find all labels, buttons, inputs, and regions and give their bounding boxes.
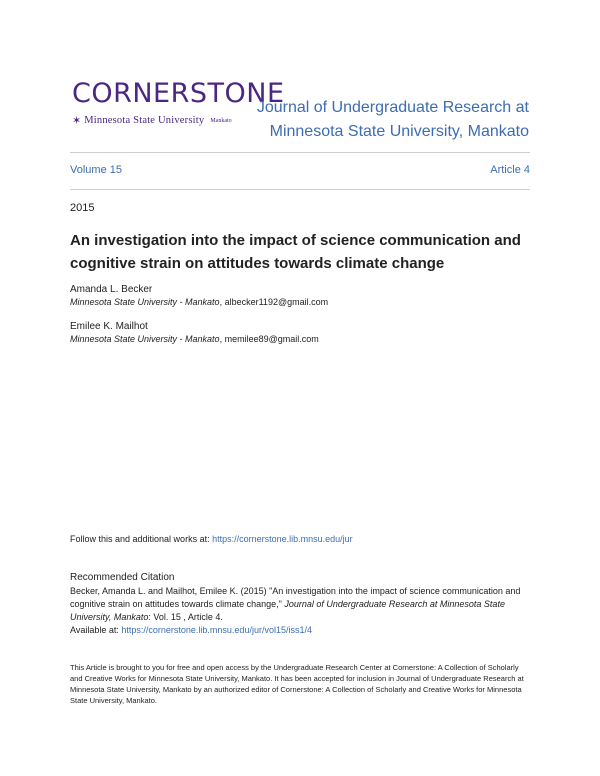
header-divider (70, 152, 530, 153)
swoosh-icon: ✶ (72, 115, 82, 127)
author-email: , albecker1192@gmail.com (219, 297, 329, 307)
author-affiliation (70, 297, 328, 307)
follow-link[interactable]: https://cornerstone.lib.mnsu.edu/jur (212, 534, 353, 544)
citation-text: Becker, Amanda L. and Mailhot, Emilee K. (2015) "An investigation into the impact of science communication and cognitive strain on attitudes towards climate change," (70, 586, 521, 609)
follow-line (70, 534, 353, 544)
meta-divider (70, 189, 530, 190)
university-logo-text: Minnesota State University (84, 115, 205, 126)
available-link[interactable]: https://cornerstone.lib.mnsu.edu/jur/vol15/iss1/4 (121, 625, 312, 635)
university-logo (72, 114, 232, 127)
affiliation-text: Minnesota State University - Mankato (70, 334, 220, 344)
author-name: Amanda L. Becker (70, 284, 153, 295)
citation-journal: Journal of Undergraduate Research at Minnesota State University, Mankato (70, 599, 505, 622)
university-logo-small-text: Mankato (210, 117, 232, 124)
article-link[interactable]: Article 4 (490, 164, 530, 176)
article-title: An investigation into the impact of science communication and cognitive strain on attitudes towards climate change (70, 232, 521, 272)
author-name: Emilee K. Mailhot (70, 321, 148, 332)
available-label: Available at: (70, 625, 122, 635)
journal-title-line2: Minnesota State University, Mankato (269, 123, 529, 140)
author-email: , memilee89@gmail.com (219, 334, 319, 344)
citation-heading: Recommended Citation (70, 572, 175, 583)
access-statement: This Article is brought to you for free and open access by the Undergraduate Research Center at Cornerstone: A Collection of Scholarly and Creative Works for Minnesota State University, Mankato. It has been accepted for inclusion in Journal of Undergraduate Research at Minnesota State University, Mankato by an authorized editor of Cornerstone: A Collection of Scholarly and Creative Works for Minnesota State University, Mankato. (70, 663, 524, 705)
journal-title-line1: Journal of Undergraduate Research at (256, 99, 529, 116)
author-affiliation (70, 334, 319, 344)
journal-title[interactable] (257, 96, 529, 144)
follow-text: Follow this and additional works at: (70, 534, 213, 544)
citation-body (70, 585, 532, 637)
citation-volume: : Vol. 15 , Article 4. (148, 612, 223, 622)
affiliation-text: Minnesota State University - Mankato (70, 297, 220, 307)
cornerstone-logo[interactable]: CORNERSTONE (72, 78, 285, 109)
volume-link[interactable]: Volume 15 (70, 164, 122, 176)
publication-year: 2015 (70, 202, 95, 214)
